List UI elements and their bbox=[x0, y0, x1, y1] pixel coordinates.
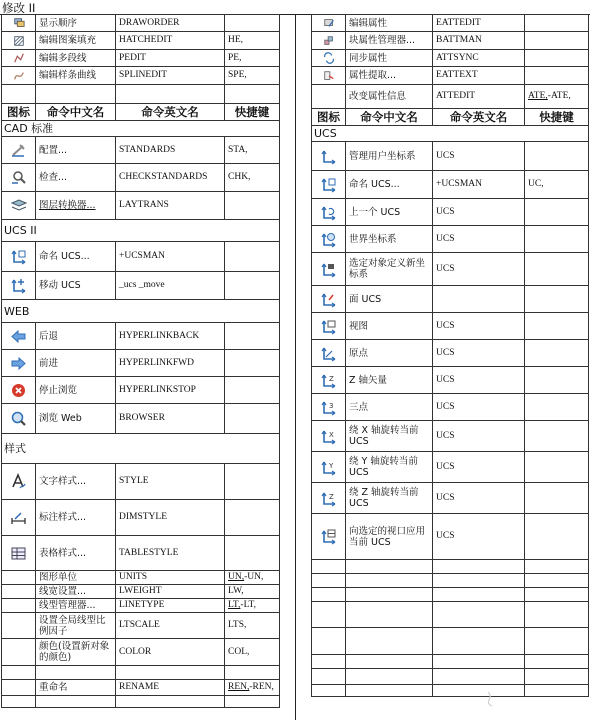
z-axis-vector-icon[interactable] bbox=[320, 372, 337, 389]
command-cn: 表格样式... bbox=[36, 536, 116, 571]
shortcut bbox=[525, 313, 589, 340]
table-row bbox=[312, 199, 589, 226]
table-row bbox=[312, 286, 589, 313]
header-cn: 命令中文名 bbox=[36, 104, 116, 121]
shortcut bbox=[225, 536, 280, 571]
command-en: UCS bbox=[433, 421, 525, 452]
command-cn: 命名 UCS... bbox=[36, 242, 116, 272]
header-en: 命令英文名 bbox=[116, 104, 225, 121]
command-cn: 配置... bbox=[36, 137, 116, 164]
table-row bbox=[2, 613, 280, 639]
command-en: ATTEDIT bbox=[433, 85, 525, 109]
shortcut bbox=[225, 192, 280, 220]
shortcut: CHK, bbox=[225, 164, 280, 192]
shortcut: PE, bbox=[225, 50, 280, 67]
header-en: 命令英文名 bbox=[433, 109, 525, 126]
draw-order-icon[interactable] bbox=[13, 17, 25, 29]
table-row bbox=[312, 313, 589, 340]
command-cn: 三点 bbox=[346, 394, 433, 421]
header-shortcut: 快捷键 bbox=[525, 109, 589, 126]
section-title-row bbox=[2, 121, 280, 137]
command-en: RENAME bbox=[116, 680, 225, 696]
icon-cell bbox=[2, 32, 36, 50]
svg-text:3: 3 bbox=[329, 401, 334, 410]
shortcut: ATE,-ATE, bbox=[525, 85, 589, 109]
icon-cell bbox=[2, 164, 36, 192]
shortcut: STA, bbox=[225, 137, 280, 164]
browse-web-icon[interactable] bbox=[10, 410, 27, 427]
table-row bbox=[312, 574, 589, 588]
table-row bbox=[2, 272, 280, 300]
shortcut bbox=[225, 323, 280, 350]
table-row bbox=[2, 585, 280, 599]
previous-ucs-icon[interactable] bbox=[320, 204, 337, 221]
icon-cell bbox=[312, 67, 346, 85]
dimension-style-icon[interactable] bbox=[10, 509, 27, 526]
icon-cell bbox=[2, 323, 36, 350]
table-row bbox=[2, 377, 280, 404]
table-row bbox=[2, 85, 280, 104]
shortcut bbox=[225, 15, 280, 32]
command-en: TABLESTYLE bbox=[116, 536, 225, 571]
icon-cell bbox=[312, 171, 346, 199]
command-en: LTSCALE bbox=[116, 613, 225, 639]
command-cn: 设置全局线型比例因子 bbox=[36, 613, 116, 639]
svg-text:Z: Z bbox=[329, 374, 334, 383]
svg-text:Y: Y bbox=[329, 461, 334, 470]
extract-attributes-icon[interactable] bbox=[323, 70, 335, 82]
table-row bbox=[2, 137, 280, 164]
shortcut: COL, bbox=[225, 639, 280, 666]
command-en: HYPERLINKBACK bbox=[116, 323, 225, 350]
command-en: UCS bbox=[433, 253, 525, 286]
table-row bbox=[2, 696, 280, 708]
command-cn: 视图 bbox=[346, 313, 433, 340]
section-title: CAD 标准 bbox=[2, 121, 280, 137]
table-row bbox=[312, 15, 589, 32]
forward-arrow-icon[interactable] bbox=[10, 355, 27, 372]
icon-cell bbox=[312, 340, 346, 367]
table-row bbox=[312, 588, 589, 602]
command-cn: 改变属性信息 bbox=[346, 85, 433, 109]
command-cn: 原点 bbox=[346, 340, 433, 367]
table-row bbox=[2, 164, 280, 192]
command-en: UNITS bbox=[116, 571, 225, 585]
command-cn: 上一个 UCS bbox=[346, 199, 433, 226]
command-en: UCS bbox=[433, 452, 525, 483]
command-cn: 移动 UCS bbox=[36, 272, 116, 300]
spline-edit-icon[interactable] bbox=[13, 70, 25, 82]
command-cn: 编辑多段线 bbox=[36, 50, 116, 67]
icon-cell bbox=[312, 452, 346, 483]
command-en: HYPERLINKFWD bbox=[116, 350, 225, 377]
table-row bbox=[312, 452, 589, 483]
command-cn: 世界坐标系 bbox=[346, 226, 433, 253]
command-en: ATTSYNC bbox=[433, 50, 525, 67]
command-en: DIMSTYLE bbox=[116, 500, 225, 536]
command-en: BATTMAN bbox=[433, 32, 525, 50]
check-standards-icon[interactable] bbox=[10, 169, 27, 186]
icon-cell bbox=[312, 421, 346, 452]
icon-cell bbox=[312, 253, 346, 286]
layer-translate-icon[interactable] bbox=[10, 197, 27, 214]
table-row bbox=[312, 67, 589, 85]
block-attribute-manager-icon[interactable] bbox=[323, 35, 335, 47]
table-row bbox=[2, 571, 280, 585]
top-title: 修改 II bbox=[2, 1, 36, 15]
shortcut bbox=[225, 272, 280, 300]
icon-cell bbox=[2, 536, 36, 571]
table-row bbox=[2, 50, 280, 67]
command-en: LINETYPE bbox=[116, 599, 225, 613]
shortcut bbox=[525, 226, 589, 253]
table-row bbox=[312, 560, 589, 574]
header-icon: 图标 bbox=[2, 104, 36, 121]
right-command-table bbox=[311, 14, 589, 697]
svg-text:X: X bbox=[329, 430, 334, 439]
command-cn: 颜色(设置新对象的颜色) bbox=[36, 639, 116, 666]
manage-ucs-icon[interactable] bbox=[320, 148, 337, 165]
stop-browse-icon[interactable] bbox=[10, 382, 27, 399]
command-en: UCS bbox=[433, 199, 525, 226]
command-en: CHECKSTANDARDS bbox=[116, 164, 225, 192]
polyline-edit-icon[interactable] bbox=[13, 52, 25, 64]
icon-cell bbox=[312, 50, 346, 67]
table-row bbox=[2, 323, 280, 350]
command-en: DRAWORDER bbox=[116, 15, 225, 32]
sync-attributes-icon[interactable] bbox=[323, 52, 335, 64]
section-title: WEB bbox=[2, 300, 280, 323]
command-en: EATTEDIT bbox=[433, 15, 525, 32]
table-row bbox=[312, 394, 589, 421]
command-en: UCS bbox=[433, 483, 525, 514]
table-row bbox=[2, 67, 280, 85]
command-cn: 绕 Z 轴旋转当前 UCS bbox=[346, 483, 433, 514]
section-title: UCS II bbox=[2, 220, 280, 242]
shortcut bbox=[525, 452, 589, 483]
table-row bbox=[312, 602, 589, 628]
column-divider bbox=[295, 14, 296, 720]
command-cn: 块属性管理器... bbox=[346, 32, 433, 50]
shortcut: SPE, bbox=[225, 67, 280, 85]
table-row bbox=[2, 464, 280, 500]
icon-cell bbox=[2, 377, 36, 404]
icon-cell bbox=[2, 350, 36, 377]
table-header-row bbox=[2, 104, 280, 121]
command-en: UCS bbox=[433, 313, 525, 340]
command-en: PEDIT bbox=[116, 50, 225, 67]
icon-cell bbox=[2, 50, 36, 67]
shortcut bbox=[525, 50, 589, 67]
table-row bbox=[312, 421, 589, 452]
table-row bbox=[2, 192, 280, 220]
shortcut bbox=[525, 483, 589, 514]
command-cn: 后退 bbox=[36, 323, 116, 350]
command-en: BROWSER bbox=[116, 404, 225, 434]
icon-cell bbox=[2, 272, 36, 300]
section-title-row bbox=[2, 300, 280, 323]
section-title: UCS bbox=[312, 126, 589, 142]
left-table-column bbox=[1, 14, 279, 708]
command-en: UCS bbox=[433, 367, 525, 394]
table-row bbox=[312, 32, 589, 50]
command-cn: 图层转换器... bbox=[36, 192, 116, 220]
icon-cell bbox=[312, 226, 346, 253]
back-arrow-icon[interactable] bbox=[10, 328, 27, 345]
section-title-row bbox=[2, 220, 280, 242]
command-en: STYLE bbox=[116, 464, 225, 500]
table-row bbox=[2, 15, 280, 32]
command-cn: 文字样式... bbox=[36, 464, 116, 500]
y-rotate-ucs-icon[interactable] bbox=[320, 459, 337, 476]
shortcut: LT,-LT, bbox=[225, 599, 280, 613]
command-cn: 检查... bbox=[36, 164, 116, 192]
command-cn: 选定对象定义新坐标系 bbox=[346, 253, 433, 286]
icon-cell bbox=[312, 286, 346, 313]
icon-cell bbox=[2, 500, 36, 536]
shortcut: UC, bbox=[525, 171, 589, 199]
shortcut: REN,-REN, bbox=[225, 680, 280, 696]
icon-cell bbox=[2, 242, 36, 272]
shortcut bbox=[525, 199, 589, 226]
x-rotate-ucs-icon[interactable] bbox=[320, 428, 337, 445]
shortcut bbox=[525, 340, 589, 367]
icon-cell bbox=[2, 15, 36, 32]
named-ucs-icon[interactable] bbox=[10, 248, 27, 265]
section-title: 样式 bbox=[2, 434, 280, 464]
face-ucs-icon[interactable] bbox=[320, 291, 337, 308]
table-row bbox=[312, 655, 589, 669]
table-row bbox=[312, 514, 589, 560]
shortcut bbox=[225, 464, 280, 500]
icon-cell bbox=[312, 483, 346, 514]
z-rotate-ucs-icon[interactable] bbox=[320, 490, 337, 507]
svg-text:Z: Z bbox=[329, 492, 334, 501]
shortcut bbox=[225, 404, 280, 434]
command-cn: 管理用户坐标系 bbox=[346, 142, 433, 171]
command-cn: 线宽设置... bbox=[36, 585, 116, 599]
command-cn: 属性提取... bbox=[346, 67, 433, 85]
shortcut bbox=[225, 500, 280, 536]
hatch-edit-icon[interactable] bbox=[13, 35, 25, 47]
command-cn: 编辑图案填充 bbox=[36, 32, 116, 50]
table-row bbox=[2, 500, 280, 536]
icon-cell bbox=[2, 192, 36, 220]
command-en: STANDARDS bbox=[116, 137, 225, 164]
icon-cell bbox=[312, 199, 346, 226]
command-en: HATCHEDIT bbox=[116, 32, 225, 50]
command-cn: 线型管理器... bbox=[36, 599, 116, 613]
command-en: SPLINEDIT bbox=[116, 67, 225, 85]
left-command-table bbox=[1, 14, 280, 708]
table-row bbox=[312, 340, 589, 367]
command-en: COLOR bbox=[116, 639, 225, 666]
shortcut bbox=[525, 15, 589, 32]
icon-cell bbox=[312, 15, 346, 32]
command-en: UCS bbox=[433, 340, 525, 367]
command-cn: 前进 bbox=[36, 350, 116, 377]
shortcut: LTS, bbox=[225, 613, 280, 639]
command-cn: 面 UCS bbox=[346, 286, 433, 313]
command-cn: 向选定的视口应用当前 UCS bbox=[346, 514, 433, 560]
command-en: HYPERLINKSTOP bbox=[116, 377, 225, 404]
command-cn: 重命名 bbox=[36, 680, 116, 696]
command-cn: 编辑样条曲线 bbox=[36, 67, 116, 85]
table-row bbox=[2, 536, 280, 571]
world-ucs-icon[interactable] bbox=[320, 231, 337, 248]
icon-cell bbox=[312, 394, 346, 421]
named-ucs-icon[interactable] bbox=[320, 176, 337, 193]
command-cn: 同步属性 bbox=[346, 50, 433, 67]
table-row bbox=[2, 350, 280, 377]
table-row bbox=[2, 32, 280, 50]
shortcut: UN,-UN, bbox=[225, 571, 280, 585]
command-en: LAYTRANS bbox=[116, 192, 225, 220]
command-cn: 绕 Y 轴旋转当前 UCS bbox=[346, 452, 433, 483]
icon-cell bbox=[2, 67, 36, 85]
shortcut bbox=[525, 394, 589, 421]
icon-cell bbox=[312, 142, 346, 171]
move-ucs-icon[interactable] bbox=[10, 277, 27, 294]
shortcut bbox=[225, 242, 280, 272]
table-row bbox=[312, 50, 589, 67]
command-en: EATTEXT bbox=[433, 67, 525, 85]
command-en: +UCSMAN bbox=[116, 242, 225, 272]
table-row bbox=[2, 404, 280, 434]
header-cn: 命令中文名 bbox=[346, 109, 433, 126]
icon-cell bbox=[312, 367, 346, 394]
shortcut bbox=[525, 421, 589, 452]
icon-cell bbox=[2, 464, 36, 500]
right-table-column bbox=[311, 14, 588, 697]
shortcut bbox=[225, 377, 280, 404]
apply-ucs-icon[interactable] bbox=[320, 528, 337, 545]
table-row bbox=[2, 242, 280, 272]
view-ucs-icon[interactable] bbox=[320, 318, 337, 335]
header-icon: 图标 bbox=[312, 109, 346, 126]
icon-cell bbox=[312, 32, 346, 50]
table-row bbox=[312, 253, 589, 286]
shortcut: HE, bbox=[225, 32, 280, 50]
command-cn: 命名 UCS... bbox=[346, 171, 433, 199]
section-title-row bbox=[2, 434, 280, 464]
table-row bbox=[312, 367, 589, 394]
icon-cell bbox=[312, 313, 346, 340]
table-row bbox=[2, 599, 280, 613]
command-cn: 图形单位 bbox=[36, 571, 116, 585]
table-row bbox=[312, 85, 589, 109]
command-cn: 显示顺序 bbox=[36, 15, 116, 32]
section-title-row bbox=[312, 126, 589, 142]
command-cn: 浏览 Web bbox=[36, 404, 116, 434]
table-row bbox=[312, 483, 589, 514]
shortcut bbox=[525, 367, 589, 394]
command-en: UCS bbox=[433, 226, 525, 253]
command-en: UCS bbox=[433, 394, 525, 421]
command-en: +UCSMAN bbox=[433, 171, 525, 199]
shortcut bbox=[525, 32, 589, 50]
shortcut: LW, bbox=[225, 585, 280, 599]
shortcut bbox=[225, 350, 280, 377]
command-en: LWEIGHT bbox=[116, 585, 225, 599]
command-en: _ucs _move bbox=[116, 272, 225, 300]
command-cn: 编辑属性 bbox=[346, 15, 433, 32]
shortcut bbox=[525, 286, 589, 313]
command-cn: Z 轴矢量 bbox=[346, 367, 433, 394]
text-style-icon[interactable] bbox=[10, 473, 27, 490]
table-row bbox=[312, 628, 589, 655]
table-header-row bbox=[312, 109, 589, 126]
icon-cell bbox=[2, 404, 36, 434]
command-cn: 绕 X 轴旋转当前 UCS bbox=[346, 421, 433, 452]
shortcut bbox=[525, 514, 589, 560]
icon-cell bbox=[312, 514, 346, 560]
header-shortcut: 快捷键 bbox=[225, 104, 280, 121]
table-style-icon[interactable] bbox=[10, 545, 27, 562]
table-row bbox=[312, 669, 589, 685]
standards-icon[interactable] bbox=[10, 142, 27, 159]
watermark-icon bbox=[486, 690, 496, 708]
table-row bbox=[312, 226, 589, 253]
object-ucs-icon[interactable] bbox=[320, 261, 337, 278]
table-row bbox=[2, 666, 280, 680]
origin-ucs-icon[interactable] bbox=[320, 345, 337, 362]
icon-cell bbox=[2, 137, 36, 164]
table-row bbox=[312, 685, 589, 697]
command-cn: 标注样式... bbox=[36, 500, 116, 536]
command-en: UCS bbox=[433, 514, 525, 560]
shortcut bbox=[525, 142, 589, 171]
edit-attribute-icon[interactable] bbox=[323, 17, 335, 29]
shortcut bbox=[525, 253, 589, 286]
shortcut bbox=[525, 67, 589, 85]
table-row bbox=[312, 171, 589, 199]
command-en bbox=[433, 286, 525, 313]
three-point-ucs-icon[interactable] bbox=[320, 399, 337, 416]
table-row bbox=[2, 639, 280, 666]
table-row bbox=[312, 142, 589, 171]
command-cn: 停止浏览 bbox=[36, 377, 116, 404]
command-en: UCS bbox=[433, 142, 525, 171]
table-row bbox=[2, 680, 280, 696]
